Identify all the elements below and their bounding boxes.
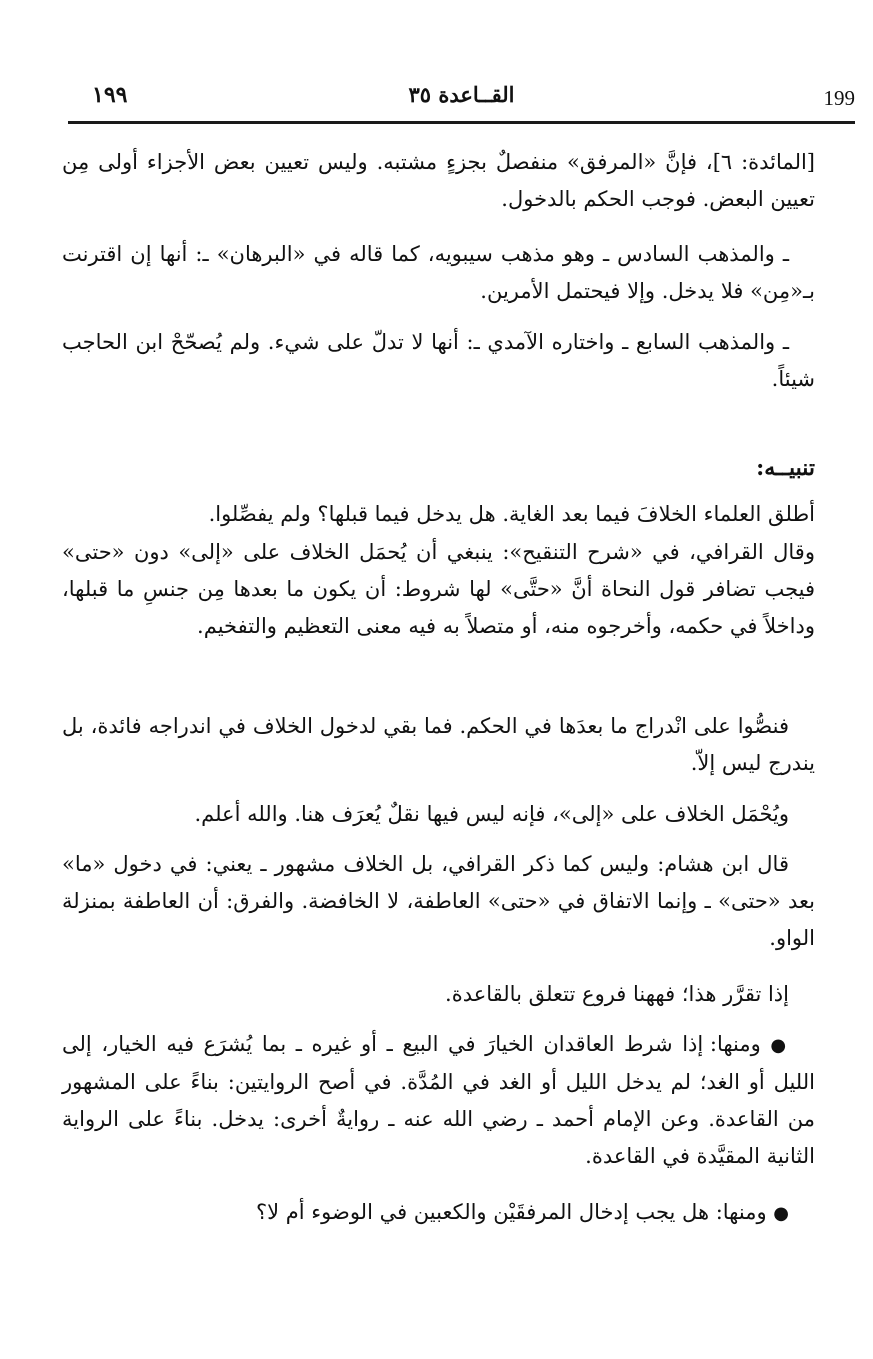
paragraph-2: ـ والمذهب السادس ـ وهو مذهب سيبويه، كما قاله في «البرهان» ـ: أنها إن اقترنت بـ«مِن» فلا يدخل. وإلا فيحتمل الأمرين. xyxy=(62,242,815,303)
paragraph-1: [المائدة: ٦]، فإنَّ «المرفق» منفصلٌ بجزءٍ مشتبه. وليس تعيين بعض الأجزاء أولى مِن تعيين البعض. فوجب الحكم بالدخول. xyxy=(62,150,815,211)
section-heading: تنبيــه: xyxy=(756,455,815,481)
bullet-icon: ● xyxy=(773,1203,789,1224)
page-number-latin: 199 xyxy=(823,86,855,110)
paragraph-4: أطلق العلماء الخلافَ فيما بعد الغاية. هل يدخل فيما قبلها؟ ولم يفصِّلوا. xyxy=(208,502,815,526)
paragraph-10 xyxy=(62,1026,815,1175)
paragraph-3: ـ والمذهب السابع ـ واختاره الآمدي ـ: أنها لا تدلّ على شيء. ولم يُصحّحْ ابن الحاجب شيئاً. xyxy=(62,330,815,391)
paragraph-7: ويُحْمَل الخلاف على «إلى»، فإنه ليس فيها نقلٌ يُعرَف هنا. والله أعلم. xyxy=(194,802,789,826)
page-title: القــاعدة ٣٥ xyxy=(408,82,515,107)
page-number-arabic: ١٩٩ xyxy=(92,82,128,108)
bullet-icon: ● xyxy=(770,1035,789,1056)
paragraph-11 xyxy=(62,1194,815,1232)
page-body xyxy=(62,0,815,1359)
paragraph-9: إذا تقرَّر هذا؛ فههنا فروع تتعلق بالقاعدة. xyxy=(445,982,789,1006)
paragraph-11-text: ومنها: هل يجب إدخال المرفقَيْن والكعبين في الوضوء أم لا؟ xyxy=(255,1200,767,1224)
paragraph-5: وقال القرافي، في «شرح التنقيح»: ينبغي أن يُحمَل الخلاف على «إلى» دون «حتى» فيجب تضافر قول النحاة أنَّ «حتَّى» لها شروط: أن يكون ما بعدها مِن جنسِ ما قبلها، وداخلاً في حكمه، وأخرجوه منه، أو متصلاً به فيه معنى التعظيم والتفخيم. xyxy=(62,540,815,638)
paragraph-8: قال ابن هشام: وليس كما ذكر القرافي، بل الخلاف مشهور ـ يعني: في دخول «ما» بعد «حتى» ـ وإنما الاتفاق في «حتى» العاطفة، لا الخافضة. والفرق: أن العاطفة بمنزلة الواو. xyxy=(62,852,815,950)
paragraph-6: فنصُّوا على انْدراج ما بعدَها في الحكم. فما بقي لدخول الخلاف في اندراجه فائدة، بل يندرج ليس إلاّ. xyxy=(62,714,815,775)
paragraph-10-text: ومنها: إذا شرط العاقدان الخيارَ في البيع ـ أو غيره ـ بما يُشرَع فيه الخيار، إلى الليل أو الغد؛ لم يدخل الليل أو الغد في المُدَّة. في أصح الروايتين: بناءً على المشهور من القاعدة. وعن الإمام أحمد ـ رضي الله عنه ـ روايةٌ أخرى: يدخل. بناءً على الرواية الثانية المقيَّدة في القاعدة. xyxy=(62,1032,815,1168)
